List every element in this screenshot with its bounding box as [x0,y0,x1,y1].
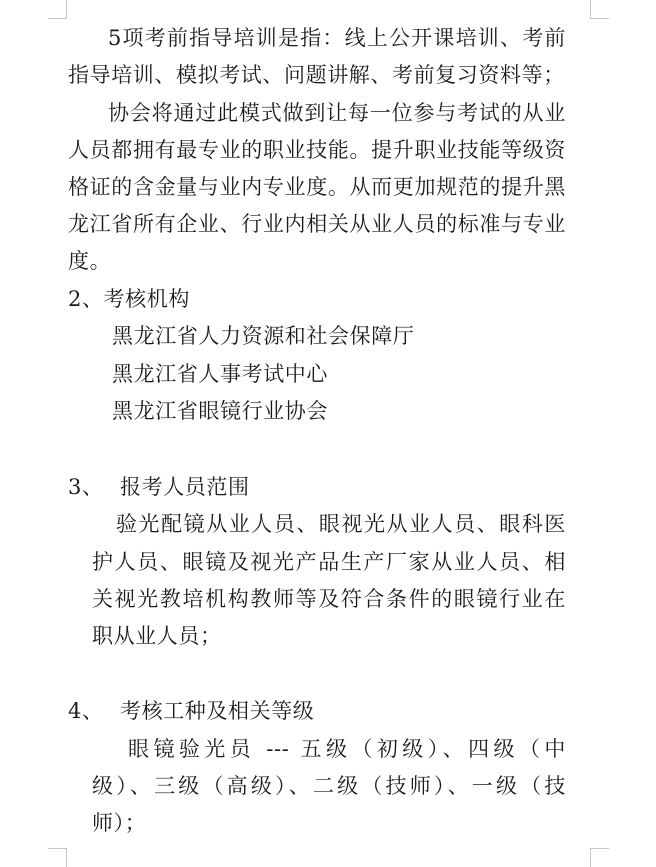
section2-item-3: 黑龙江省眼镜行业协会 [112,399,328,423]
para1-line-2: 指导培训、模拟考试、问题讲解、考前复习资料等； [68,63,565,87]
page-corner-mark-bottom-left [48,848,67,867]
para2-line-1: 协会将通过此模式做到让每一位参与考试的从业 [108,101,566,125]
section4-title: 考核工种及相关等级 [120,699,315,723]
section4-number: 4、 [68,699,104,723]
section3-line-3: 关视光教培机构教师等及符合条件的眼镜行业在 [92,587,566,611]
page-corner-mark-top-right [590,0,609,19]
para2-line-4: 龙江省所有企业、行业内相关从业人员的标准与专业 [68,212,566,236]
section3-title: 报考人员范围 [120,475,250,499]
section2-item-1: 黑龙江省人力资源和社会保障厅 [112,324,415,348]
section4-line-2: 级）、三级（高级）、二级（技师）、一级（技 [92,774,566,798]
section2-heading: 2、考核机构 [68,287,190,311]
page-corner-mark-bottom-right [590,848,609,867]
section4-line-3: 师）； [92,811,147,835]
section3-line-4: 职从业人员； [92,624,222,648]
section4-line-1: 眼镜验光员 --- 五级（初级）、四级（中 [128,737,566,761]
para2-line-5: 度。 [68,249,112,273]
section3-line-1: 验光配镜从业人员、眼视光从业人员、眼科医 [116,512,566,536]
para1-line-1: 5项考前指导培训是指：线上公开课培训、考前 [108,26,566,50]
para2-line-3: 格证的含金量与业内专业度。从而更加规范的提升黑 [68,175,566,199]
page-corner-mark-top-left [48,0,67,19]
section3-line-2: 护人员、眼镜及视光产品生产厂家从业人员、相 [92,550,566,574]
section2-item-2: 黑龙江省人事考试中心 [112,362,328,386]
para2-line-2: 人员都拥有最专业的职业技能。提升职业技能等级资 [68,138,566,162]
section3-number: 3、 [68,475,104,499]
